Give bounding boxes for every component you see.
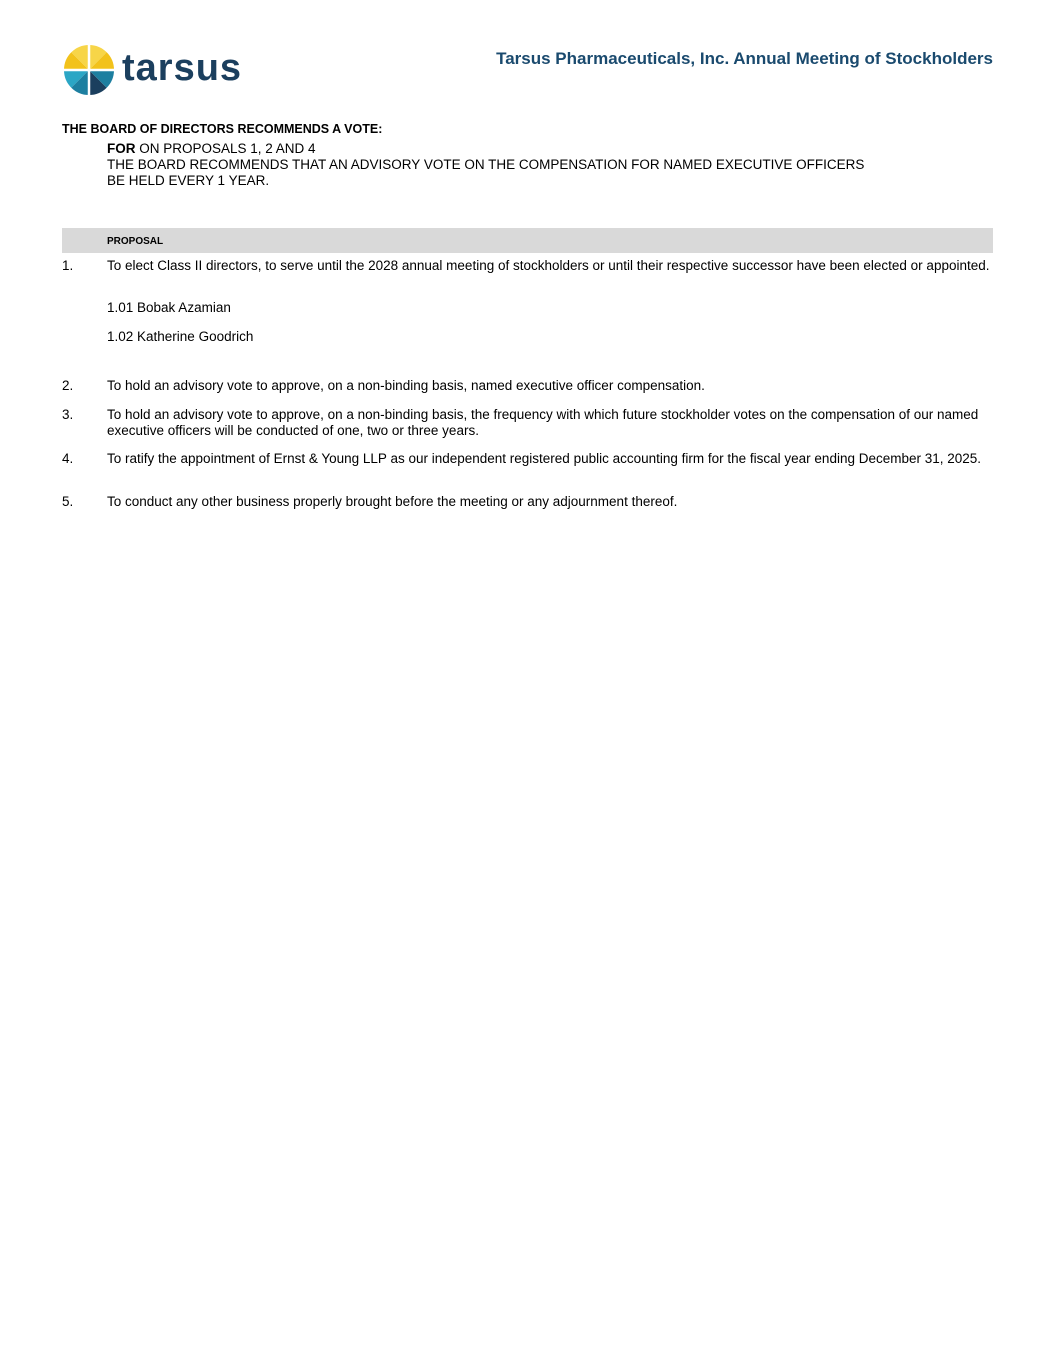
proposal-text: To conduct any other business properly brought before the meeting or any adjournment thereof. [107, 494, 678, 509]
proposal-row [62, 407, 993, 439]
recommendation-line-3: BE HELD EVERY 1 YEAR. [107, 173, 270, 188]
tarsus-logo [62, 42, 262, 98]
nominee-item: 1.01 Bobak Azamian [107, 300, 231, 315]
proposal-number: 5. [62, 494, 74, 509]
for-label: FOR [107, 141, 136, 156]
tarsus-sun-icon [62, 43, 116, 97]
board-recommendation-heading: THE BOARD OF DIRECTORS RECOMMENDS A VOTE: [62, 122, 383, 136]
proposal-table-header [62, 228, 993, 253]
for-proposals-text: ON PROPOSALS 1, 2 AND 4 [135, 141, 316, 156]
proposal-row [62, 494, 993, 510]
board-recommendation-details [107, 141, 864, 189]
proposal-row [62, 258, 993, 274]
proposal-text: To hold an advisory vote to approve, on a non-binding basis, the frequency with which future stockholder votes on the compensation of our named executive officers will be conducted of one, two or three years. [107, 407, 979, 438]
recommendation-for-line [107, 141, 864, 157]
proposal-number: 1. [62, 258, 74, 273]
proposal-number: 4. [62, 451, 74, 466]
proposal-number: 2. [62, 378, 74, 393]
nominee-item: 1.02 Katherine Goodrich [107, 329, 254, 344]
proposal-text: To hold an advisory vote to approve, on a non-binding basis, named executive officer compensation. [107, 378, 705, 393]
recommendation-line-2: THE BOARD RECOMMENDS THAT AN ADVISORY VOTE ON THE COMPENSATION FOR NAMED EXECUTIVE OFFICERS [107, 157, 865, 172]
proposal-row [62, 378, 993, 394]
proposal-text: To elect Class II directors, to serve until the 2028 annual meeting of stockholders or until their respective successor have been elected or appointed. [107, 258, 990, 273]
proposal-number: 3. [62, 407, 74, 422]
proposal-row [62, 451, 993, 467]
proposal-column-label: PROPOSAL [107, 236, 164, 247]
proposal-text: To ratify the appointment of Ernst & Young LLP as our independent registered public accounting firm for the fiscal year ending December 31, 2025. [107, 451, 982, 466]
logo-wordmark: tarsus [122, 47, 243, 89]
document-title: Tarsus Pharmaceuticals, Inc. Annual Meeting of Stockholders [496, 49, 993, 68]
